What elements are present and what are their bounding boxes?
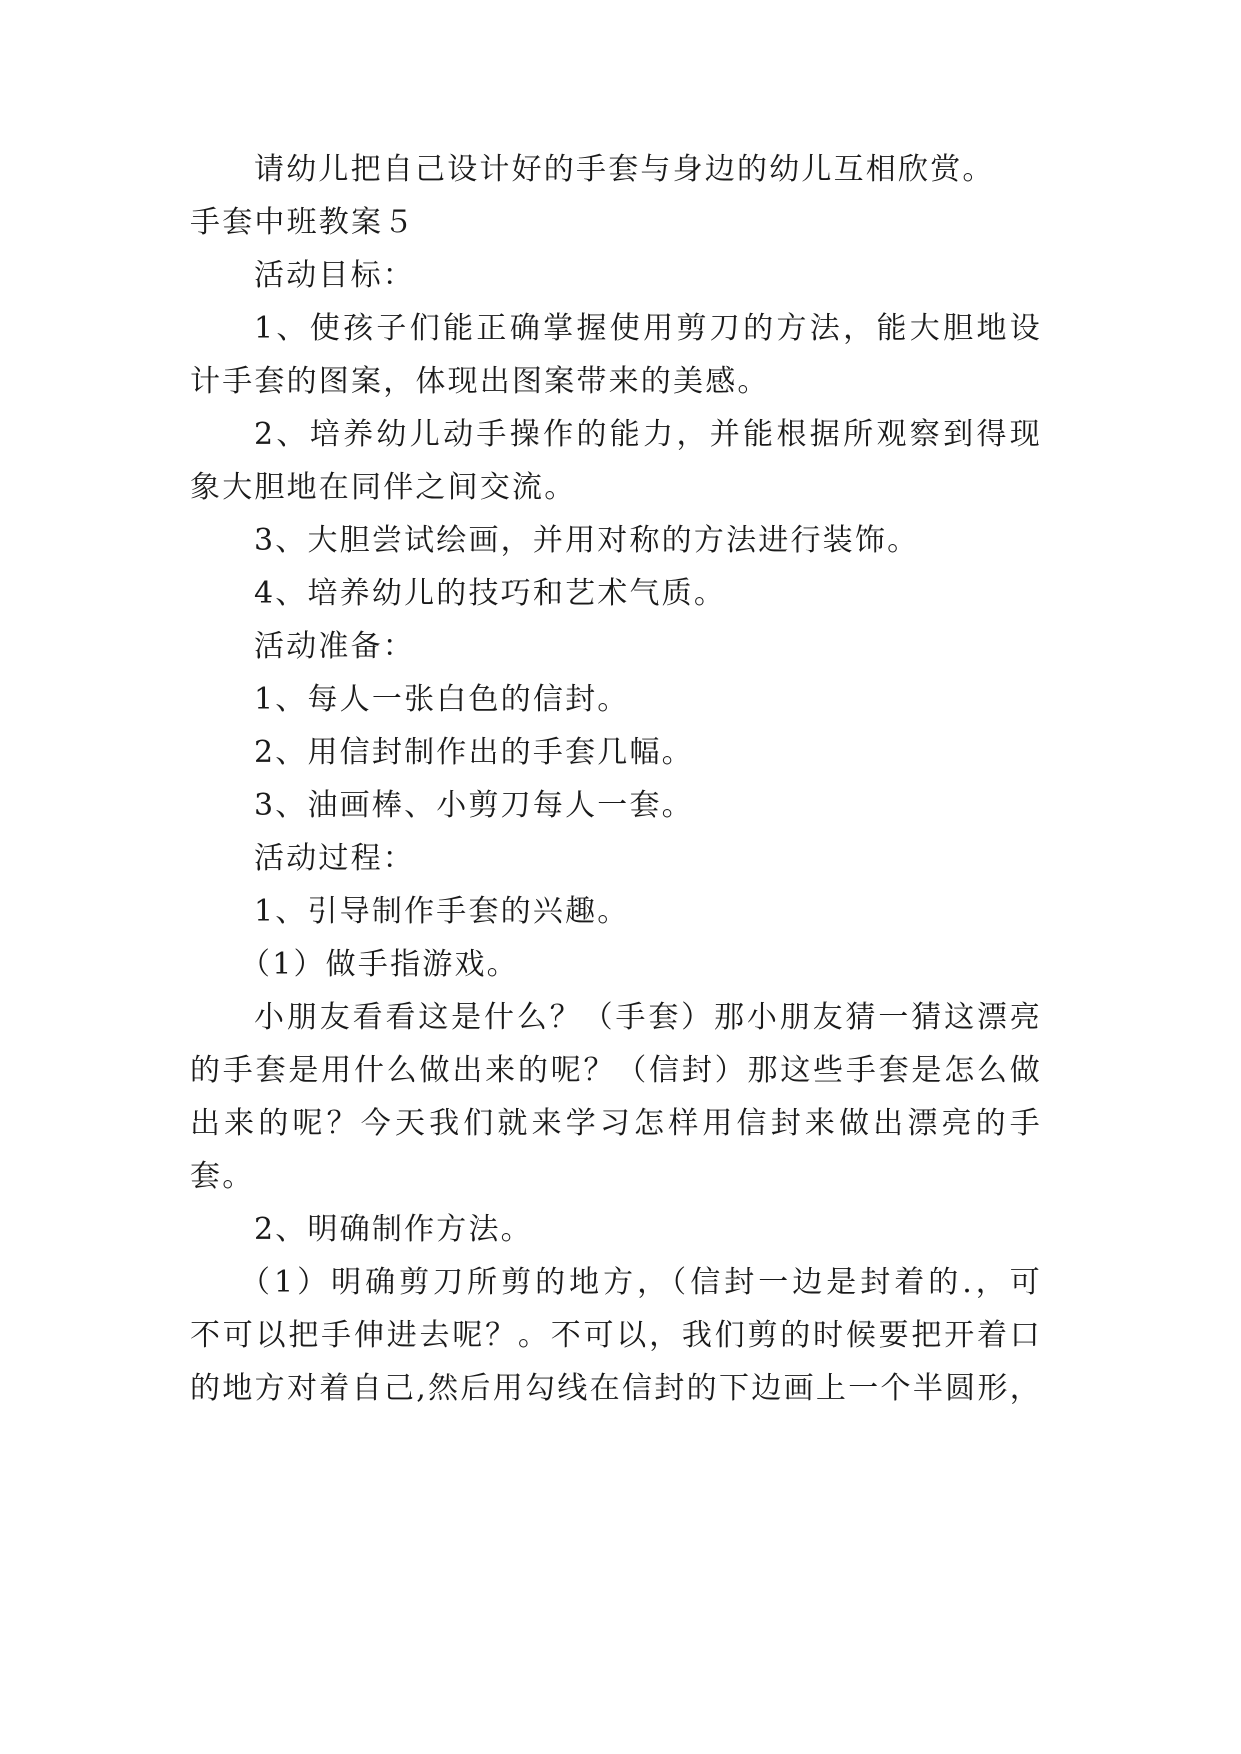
paragraph-line: 请幼儿把自己设计好的手套与身边的幼儿互相欣赏。 bbox=[254, 152, 995, 187]
paragraph-line: 出来的呢？今天我们就来学习怎样用信封来做出漂亮的手 bbox=[190, 1106, 1042, 1141]
paragraph-line: 2、明确制作方法。 bbox=[254, 1212, 533, 1247]
paragraph-line: 象大胆地在同伴之间交流。 bbox=[190, 470, 577, 505]
paragraph-line: 计手套的图案，体现出图案带来的美感。 bbox=[190, 364, 770, 399]
paragraph-line: （1）明确剪刀所剪的地方，（信封一边是封着的.，可 bbox=[240, 1265, 1042, 1300]
paragraph-line: 的地方对着自己,然后用勾线在信封的下边画上一个半圆形， bbox=[190, 1371, 1042, 1406]
subheading-process: 活动过程： bbox=[254, 841, 415, 876]
paragraph-line: （1）做手指游戏。 bbox=[240, 947, 519, 982]
paragraph-line: 小朋友看看这是什么？（手套）那小朋友猜一猜这漂亮 bbox=[254, 1000, 1042, 1035]
section-heading: 手套中班教案５ bbox=[190, 205, 416, 240]
paragraph-line: 1、每人一张白色的信封。 bbox=[254, 682, 630, 717]
paragraph-line: 套。 bbox=[190, 1159, 255, 1194]
paragraph-line: 不可以把手伸进去呢？。不可以，我们剪的时候要把开着口 bbox=[190, 1318, 1042, 1353]
subheading-goals: 活动目标： bbox=[254, 258, 415, 293]
paragraph-line: 1、引导制作手套的兴趣。 bbox=[254, 894, 630, 929]
paragraph-line: 的手套是用什么做出来的呢？（信封）那这些手套是怎么做 bbox=[190, 1053, 1042, 1088]
paragraph-line: 2、培养幼儿动手操作的能力，并能根据所观察到得现 bbox=[254, 417, 1042, 452]
paragraph-line: 2、用信封制作出的手套几幅。 bbox=[254, 735, 694, 770]
subheading-preparation: 活动准备： bbox=[254, 629, 415, 664]
paragraph-line: 3、油画棒、小剪刀每人一套。 bbox=[254, 788, 694, 823]
paragraph-line: 3、大胆尝试绘画，并用对称的方法进行装饰。 bbox=[254, 523, 920, 558]
paragraph-line: 1、使孩子们能正确掌握使用剪刀的方法，能大胆地设 bbox=[254, 311, 1042, 346]
paragraph-line: 4、培养幼儿的技巧和艺术气质。 bbox=[254, 576, 727, 611]
